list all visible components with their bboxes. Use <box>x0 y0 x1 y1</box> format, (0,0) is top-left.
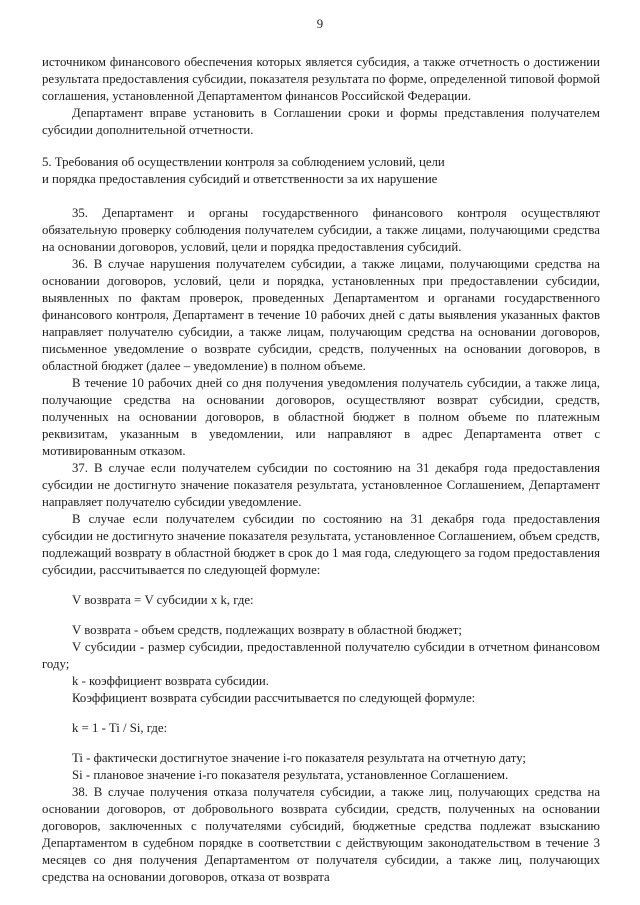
document-body <box>42 54 600 886</box>
definition-k: k - коэффициент возврата субсидии. <box>72 674 269 688</box>
paragraph-38: 38. В случае получения отказа получателя субсидии, а также лиц, получающих средства на основании договоров, от добровольного возврата субсидии, средств, полученных на основании договоров, заключенных с получателями субсидий, бюджетные средства подлежат взысканию Департаментом в судебном порядке в соответствии с действующим законодательством в течение 3 месяцев со дня получения Департаментом от получателя субсидии, а также лиц, получающих средства на основании договоров, отказа от возврата <box>42 785 600 884</box>
formula-k: k = 1 - Ti / Si, где: <box>72 721 168 735</box>
paragraph-intro-continuation: источником финансового обеспечения которых является субсидия, а также отчетность о достижении результата предоставления субсидии, показателя результата по форме, определенной типовой формой соглашения, установленной Департаментом финансов Российской Федерации. <box>42 55 600 103</box>
paragraph-36: 36. В случае нарушения получателем субсидии, а также лицами, получающими средства на основании договоров, условий, цели и порядка, установленных при предоставлении субсидии, выявленных по фактам проверок, проведенных Департаментом и органами государственного финансового контроля, Департамент в течение 10 рабочих дней с даты выявления указанных фактов направляет получателю субсидии, а также лицам, получающим средства на основании договоров, письменное уведомление о возврате субсидии, средств, полученных на основании договоров, в областной бюджет (далее – уведомление) в полном объеме. <box>42 257 600 373</box>
formula-v-vozvrata: V возврата = V субсидии x k, где: <box>72 593 254 607</box>
definition-v-vozvrata: V возврата - объем средств, подлежащих возврату в областной бюджет; <box>72 623 462 637</box>
section-heading-line-1: 5. Требования об осуществлении контроля за соблюдением условий, цели <box>42 155 445 169</box>
paragraph-37-calculation: В случае если получателем субсидии по состоянию на 31 декабря года предоставления субсидии не достигнуто значение показателя результата, установленное Соглашением, объем средств, подлежащий возврату в областной бюджет в срок до 1 мая года, следующего за годом предоставления субсидии, рассчитывается по следующей формуле: <box>42 512 600 577</box>
definition-si: Si - плановое значение i-го показателя результата, установленное Соглашением. <box>72 768 509 782</box>
paragraph-koefficient: Коэффициент возврата субсидии рассчитывается по следующей формуле: <box>72 691 476 705</box>
paragraph-37: 37. В случае если получателем субсидии по состоянию на 31 декабря года предоставления субсидии не достигнуто значение показателя результата, установленное Соглашением, Департамент направляет получателю субсидии уведомление. <box>42 461 600 509</box>
definition-v-subsidii: V субсидии - размер субсидии, предоставленной получателю субсидии в отчетном финансовом году; <box>42 640 600 671</box>
section-heading-line-2: и порядка предоставления субсидий и ответственности за их нарушение <box>42 172 438 186</box>
definition-ti: Ti - фактически достигнутое значение i-го показателя результата на отчетную дату; <box>72 751 526 765</box>
page-number: 9 <box>316 17 324 31</box>
paragraph-35: 35. Департамент и органы государственного финансового контроля осуществляют обязательную проверку соблюдения получателем субсидии, а также лицами, получающими средства на основании договоров, условий, цели и порядка предоставления субсидий. <box>42 206 600 254</box>
paragraph-36-return-terms: В течение 10 рабочих дней со дня получения уведомления получатель субсидии, а также лица, получающие средства на основании договоров, осуществляют возврат субсидии, средств, полученных на основании договоров, в областной бюджет в полном объеме по платежным реквизитам, указанным в уведомлении, или направляют в адрес Департамента ответ с мотивированным отказом. <box>42 376 600 458</box>
paragraph-department-rights: Департамент вправе установить в Соглашении сроки и формы представления получателем субсидии дополнительной отчетности. <box>42 106 600 137</box>
